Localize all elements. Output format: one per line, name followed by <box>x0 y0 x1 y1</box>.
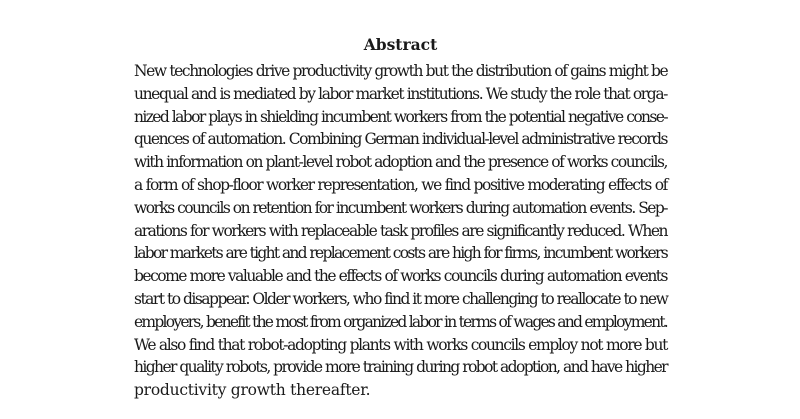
abstract-line-11: start to disappear. Older workers, who find it more challenging to reallocate to new <box>134 289 668 308</box>
abstract-line-8: arations for workers with replaceable task profiles are significantly reduced. When <box>134 221 667 240</box>
abstract-line-2: unequal and is mediated by labor market institutions. We study the role that orga- <box>134 84 667 103</box>
abstract-line-5: with information on plant-level robot adoption and the presence of works councils, <box>134 153 667 172</box>
abstract-line-7: works councils on retention for incumbent workers during automation events. Sep- <box>134 198 667 217</box>
abstract-line-6: a form of shop-floor worker representation, we find positive moderating effects of <box>134 175 667 194</box>
abstract-line-12: employers, benefit the most from organized labor in terms of wages and employment. <box>134 312 667 331</box>
abstract-line-13: We also find that robot-adopting plants with works councils employ not more but <box>134 335 667 354</box>
abstract-line-9: labor markets are tight and replacement costs are high for firms, incumbent workers <box>134 244 667 263</box>
abstract-line-15: productivity growth thereafter. <box>134 381 371 400</box>
abstract-line-10: become more valuable and the effects of works councils during automation events <box>134 267 667 286</box>
abstract-section <box>134 30 667 402</box>
abstract-line-4: quences of automation. Combining German individual-level administrative records <box>134 130 667 149</box>
abstract-line-3: nized labor plays in shielding incumbent workers from the potential negative conse- <box>134 107 667 126</box>
abstract-body <box>134 60 667 402</box>
abstract-line-1: New technologies drive productivity growth but the distribution of gains might be <box>134 62 668 80</box>
abstract-title: Abstract <box>363 35 438 54</box>
abstract-line-14: higher quality robots, provide more training during robot adoption, and have higher <box>134 358 667 377</box>
